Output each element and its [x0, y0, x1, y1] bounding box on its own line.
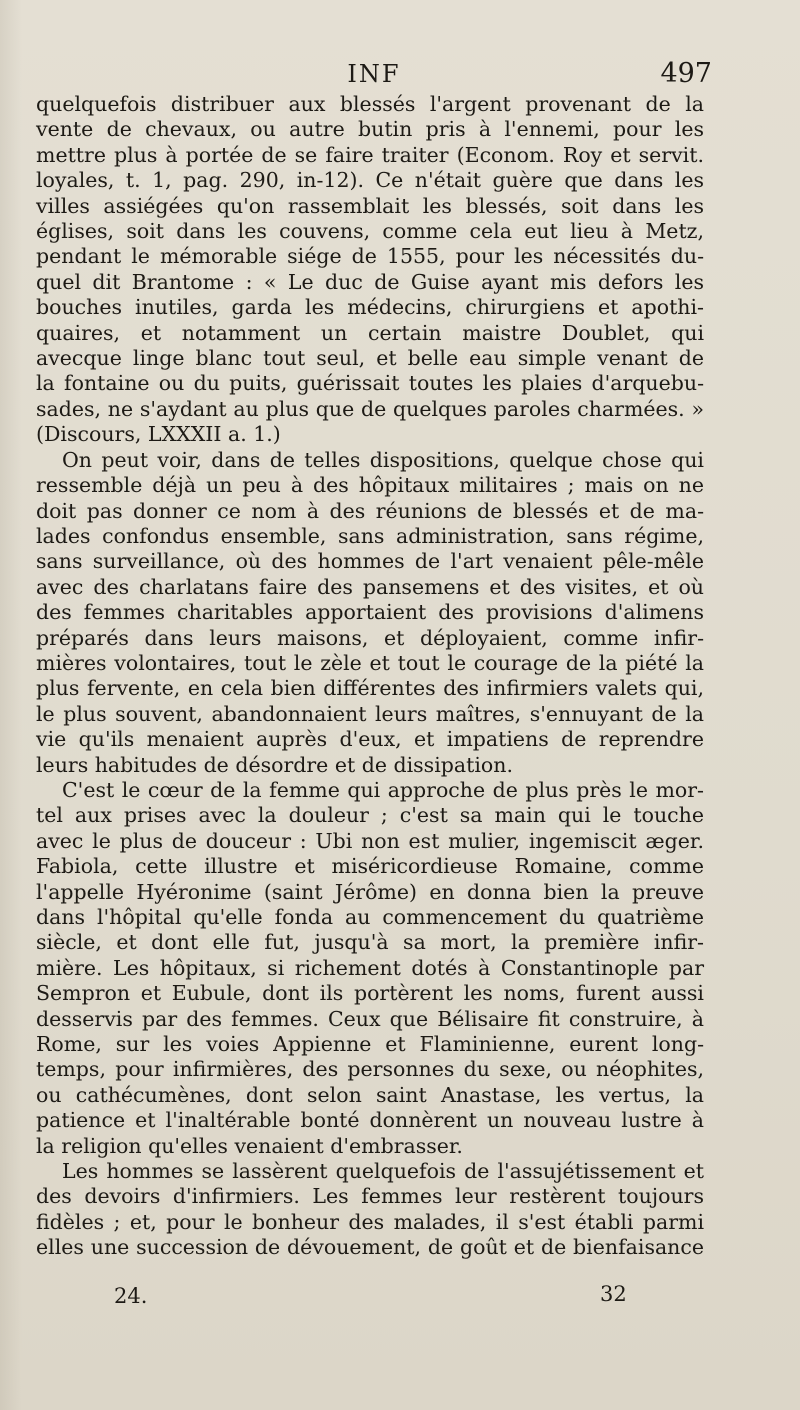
text-line: la religion qu'elles venaient d'embrasser.: [36, 1133, 463, 1158]
text-line: C'est le cœur de la femme qui approche de plus près le mor-: [62, 777, 704, 802]
text-line: Fabiola, cette illustre et miséricordieuse Romaine, comme: [36, 854, 704, 879]
text-line: Les hommes se lassèrent quelquefois de l'assujétissement et: [62, 1159, 704, 1184]
text-line: Sempron et Eubule, dont ils portèrent les noms, furent aussi: [36, 981, 704, 1006]
text-line: préparés dans leurs maisons, et déployaient, comme infir-: [36, 625, 704, 650]
signature-mark: 32: [600, 1282, 627, 1306]
text-line: quel dit Brantome : « Le duc de Guise ayant mis defors les: [36, 269, 704, 294]
text-line: loyales, t. 1, pag. 290, in-12). Ce n'était guère que dans les: [36, 168, 704, 193]
text-line: leurs habitudes de désordre et de dissipation.: [36, 752, 513, 777]
text-line: l'appelle Hyéronime (saint Jérôme) en donna bien la preuve: [36, 879, 704, 904]
text-line: doit pas donner ce nom à des réunions de blessés et de ma-: [36, 498, 704, 523]
page-number: 497: [660, 58, 712, 89]
text-line: plus fervente, en cela bien différentes des infirmiers valets qui,: [36, 676, 704, 701]
text-line: ressemble déjà un peu à des hôpitaux militaires ; mais on ne: [36, 473, 704, 498]
text-line: dans l'hôpital qu'elle fonda au commencement du quatrième: [36, 905, 704, 929]
text-line: pendant le mémorable siége de 1555, pour les nécessités du-: [36, 244, 704, 269]
text-line: des devoirs d'infirmiers. Les femmes leur restèrent toujours: [36, 1184, 704, 1209]
text-line: quaires, et notamment un certain maistre Doublet, qui: [36, 320, 704, 345]
running-head: INF: [347, 60, 401, 88]
text-line: avec le plus de douceur : Ubi non est mulier, ingemiscit æger.: [36, 828, 704, 853]
text-line: tel aux prises avec la douleur ; c'est sa main qui le touche: [36, 803, 704, 828]
text-line: desservis par des femmes. Ceux que Bélisaire fit construire, à: [36, 1006, 704, 1031]
text-line: bouches inutiles, garda les médecins, chirurgiens et apothi-: [36, 295, 704, 320]
text-line: siècle, et dont elle fut, jusqu'à sa mort, la première infir-: [36, 930, 704, 955]
text-line: quelquefois distribuer aux blessés l'argent provenant de la: [36, 92, 704, 116]
text-line: avecque linge blanc tout seul, et belle eau simple venant de: [36, 346, 704, 371]
text-line: elles une succession de dévouement, de goût et de bienfaisance: [36, 1235, 704, 1260]
text-line: ou cathécumènes, dont selon saint Anastase, les vertus, la: [36, 1082, 704, 1107]
text-line: églises, soit dans les couvens, comme cela eut lieu à Metz,: [36, 219, 704, 244]
text-line: patience et l'inaltérable bonté donnèrent un nouveau lustre à: [36, 1108, 704, 1133]
text-line: mière. Les hôpitaux, si richement dotés à Constantinople par: [36, 955, 704, 980]
page-footer: [36, 1284, 704, 1314]
text-line: mières volontaires, tout le zèle et tout le courage de la piété la: [36, 650, 704, 675]
text-line: avec des charlatans faire des pansemens et des visites, et où: [36, 574, 704, 599]
text-line: sans surveillance, où des hommes de l'art venaient pêle-mêle: [36, 549, 704, 574]
text-line: vie qu'ils menaient auprès d'eux, et impatiens de reprendre: [36, 727, 704, 752]
text-line: la fontaine ou du puits, guérissait toutes les plaies d'arquebu-: [36, 371, 704, 396]
text-line: sades, ne s'aydant au plus que de quelques paroles charmées. »: [36, 396, 704, 421]
text-line: Rome, sur les voies Appienne et Flaminienne, eurent long-: [36, 1032, 704, 1057]
text-line: vente de chevaux, ou autre butin pris à l'ennemi, pour les: [36, 117, 704, 142]
text-line: des femmes charitables apportaient des provisions d'alimens: [36, 600, 704, 625]
signature-mark: 24.: [114, 1284, 148, 1308]
text-line: le plus souvent, abandonnaient leurs maîtres, s'ennuyant de la: [36, 701, 704, 726]
body-text: [36, 92, 704, 1261]
text-line: temps, pour infirmières, des personnes du sexe, ou néophites,: [36, 1057, 704, 1082]
text-line: (Discours, LXXXII a. 1.): [36, 422, 281, 447]
text-line: fidèles ; et, pour le bonheur des malades, il s'est établi parmi: [36, 1209, 704, 1234]
text-line: villes assiégées qu'on rassemblait les blessés, soit dans les: [36, 193, 704, 218]
text-line: On peut voir, dans de telles dispositions, quelque chose qui: [62, 447, 704, 472]
text-line: mettre plus à portée de se faire traiter (Econom. Roy et servit.: [36, 142, 704, 167]
text-line: lades confondus ensemble, sans administration, sans régime,: [36, 523, 704, 548]
